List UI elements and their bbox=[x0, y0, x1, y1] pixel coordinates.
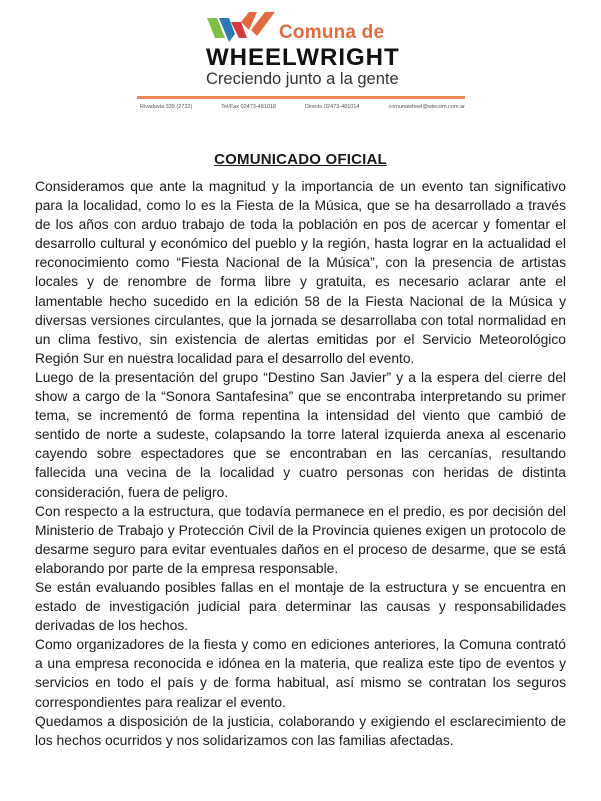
contact-address: Rivadavia 339 (2722) bbox=[140, 104, 193, 110]
comuna-logo-icon bbox=[205, 8, 279, 44]
paragraph: Como organizadores de la fiesta y como en ediciones anteriores, la Comuna contrató a una empresa reconocida e idónea en la materia, que realiza este tipo de eventos y servicios en todo el país y de forma habitual, así mismo se contratan los seguros correspondientes para realizar el evento. bbox=[35, 636, 566, 710]
letterhead bbox=[0, 0, 601, 120]
paragraph: Con respecto a la estructura, que todavía permanece en el predio, es por decisión del Ministerio de Trabajo y Protección Civil de la Provincia quienes exigen un protocolo de desarme seguro para evitar eventuales daños en el proceso de desarme, que se está elaborando por parte de la empresa responsable. bbox=[35, 502, 566, 576]
paragraph: Consideramos que ante la magnitud y la importancia de un evento tan significativo para la localidad, como lo es la Fiesta de la Música, que se ha desarrollado a través de los años con arduo trabajo de toda la población en pos de acercar y fomentar el desarrollo cultural y económico del pueblo y la región, hasta lograr en la actualidad el reconocimiento como “Fiesta Nacional de la Música”, con la presencia de artistas locales y de renombre de forma libre y gratuita, es necesario aclarar ante el lamentable hecho sucedido en la edición 58 de la Fiesta Nacional de la Música y diversas versiones circulantes, que la jornada se desarrollaba con total normalidad en un clima festivo, sin existencia de alertas emitidas por el Servicio Meteorológico Región Sur en nuestra localidad para el desarrollo del evento. bbox=[35, 178, 566, 366]
contact-direct-phone: Directo 02473-481014 bbox=[305, 104, 360, 110]
paragraph: Luego de la presentación del grupo “Destino San Javier” y a la espera del cierre del show a cargo de la “Sonora Santafesina” que se encontraba interpretando su primer tema, se incrementó de forma repentina la intensidad del viento que cambió de sentido de norte a sudeste, colapsando la torre lateral izquierda anexa al escenario cayendo sobre espectadores que se encontraban en las cercanías, resultando fallecida una vecina de la localidad y cuatro personas con heridas de distinta consideración, fuera de peligro. bbox=[35, 368, 566, 500]
letterhead-divider bbox=[137, 96, 465, 99]
paragraph: Quedamos a disposición de la justicia, colaborando y exigiendo el esclarecimiento de los hechos ocurridos y nos solidarizamos con las familias afectadas. bbox=[35, 712, 566, 748]
brand-name-main: WHEELWRIGHT bbox=[206, 44, 400, 71]
contact-email: comunawheel@wiecom.com.ar bbox=[388, 104, 465, 110]
document-body bbox=[35, 177, 566, 750]
contact-telfax: Tel/Fax 02473-481018 bbox=[221, 104, 277, 110]
brand-slogan: Creciendo junto a la gente bbox=[206, 70, 399, 88]
document-title: COMUNICADO OFICIAL bbox=[214, 151, 387, 168]
paragraph: Se están evaluando posibles fallas en el montaje de la estructura y se encuentra en estado de investigación judicial para determinar las causas y responsabilidades derivadas de los hechos. bbox=[35, 578, 566, 634]
contact-line bbox=[140, 104, 465, 110]
brand-name-top: Comuna de bbox=[279, 22, 385, 43]
